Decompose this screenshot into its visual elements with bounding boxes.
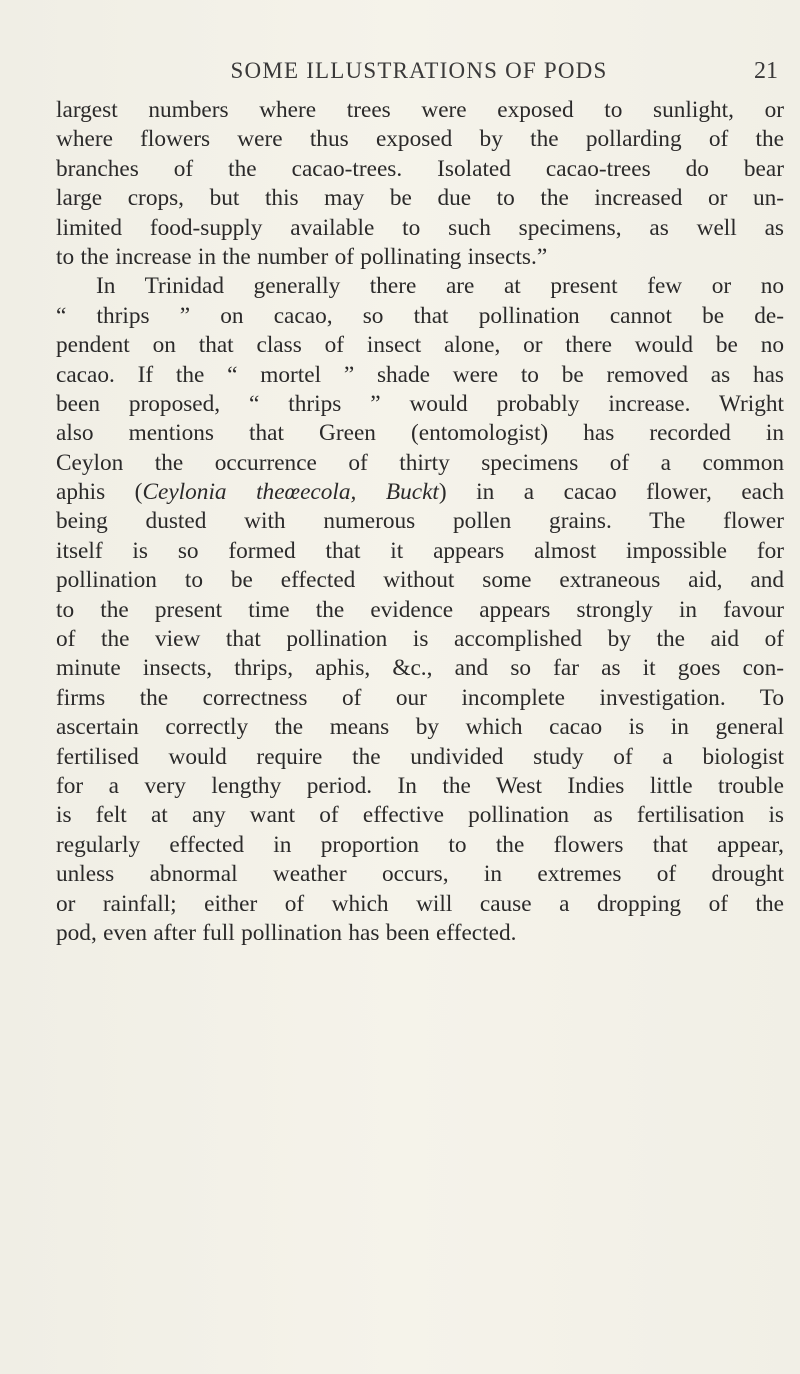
text-line: ascertain correctly the means by which cacao is in general [56,714,784,741]
text-line: unless abnormal weather occurs, in extremes of drought [56,861,784,888]
text-line-with-species [56,478,784,507]
text-line: branches of the cacao-trees. Isolated cacao-trees do bear [56,155,784,182]
text-line: where flowers were thus exposed by the pollarding of the [56,126,784,153]
text-line: is felt at any want of effective pollination as fertilisation is [56,802,784,829]
text-line: regularly effected in proportion to the flowers that appear, [56,831,784,858]
text-line: of the view that pollination is accomplished by the aid of [56,626,784,653]
text-line: being dusted with numerous pollen grains. The flower [56,508,784,535]
text-line: for a very lengthy period. In the West Indies little trouble [56,772,784,799]
text-line: “ thrips ” on cacao, so that pollination cannot be de- [56,302,784,329]
text-line: pendent on that class of insect alone, or there would be no [56,332,784,359]
text-line: largest numbers where trees were exposed to sunlight, or [56,97,784,123]
text-line: or rainfall; either of which will cause a dropping of the [56,890,784,917]
paragraph-first-line: In Trinidad generally there are at present few or no [96,273,784,300]
text-line: Ceylon the occurrence of thirty specimens of a common [56,449,784,476]
text-line: minute insects, thrips, aphis, &c., and so far as it goes con- [56,655,784,682]
body-text [56,96,784,948]
text-line: itself is so formed that it appears almost impossible for [56,537,784,564]
text-line: to the increase in the number of pollinating insects.” [56,243,548,270]
text-line: limited food-supply available to such specimens, as well as [56,214,784,241]
text-line: fertilised would require the undivided study of a biologist [56,743,784,770]
text-fragment: ) in a cacao flower, each [438,479,785,506]
species-name: Ceylonia theœecola, Buckt [142,479,439,506]
text-line: to the present time the evidence appears strongly in favour [56,596,784,623]
text-line: cacao. If the “ mortel ” shade were to be removed as has [56,361,784,388]
text-line: firms the correctness of our incomplete investigation. To [56,684,784,711]
text-line: pod, even after full pollination has been effected. [56,919,517,946]
running-title: SOME ILLUSTRATIONS OF PODS [230,58,608,83]
text-line: also mentions that Green (entomologist) has recorded in [56,420,784,447]
running-head [60,58,778,92]
page-number: 21 [754,58,778,84]
text-line: large crops, but this may be due to the increased or un- [56,185,784,212]
text-fragment: aphis ( [56,479,143,506]
text-line: pollination to be effected without some extraneous aid, and [56,567,784,594]
text-line: been proposed, “ thrips ” would probably increase. Wright [56,390,784,417]
